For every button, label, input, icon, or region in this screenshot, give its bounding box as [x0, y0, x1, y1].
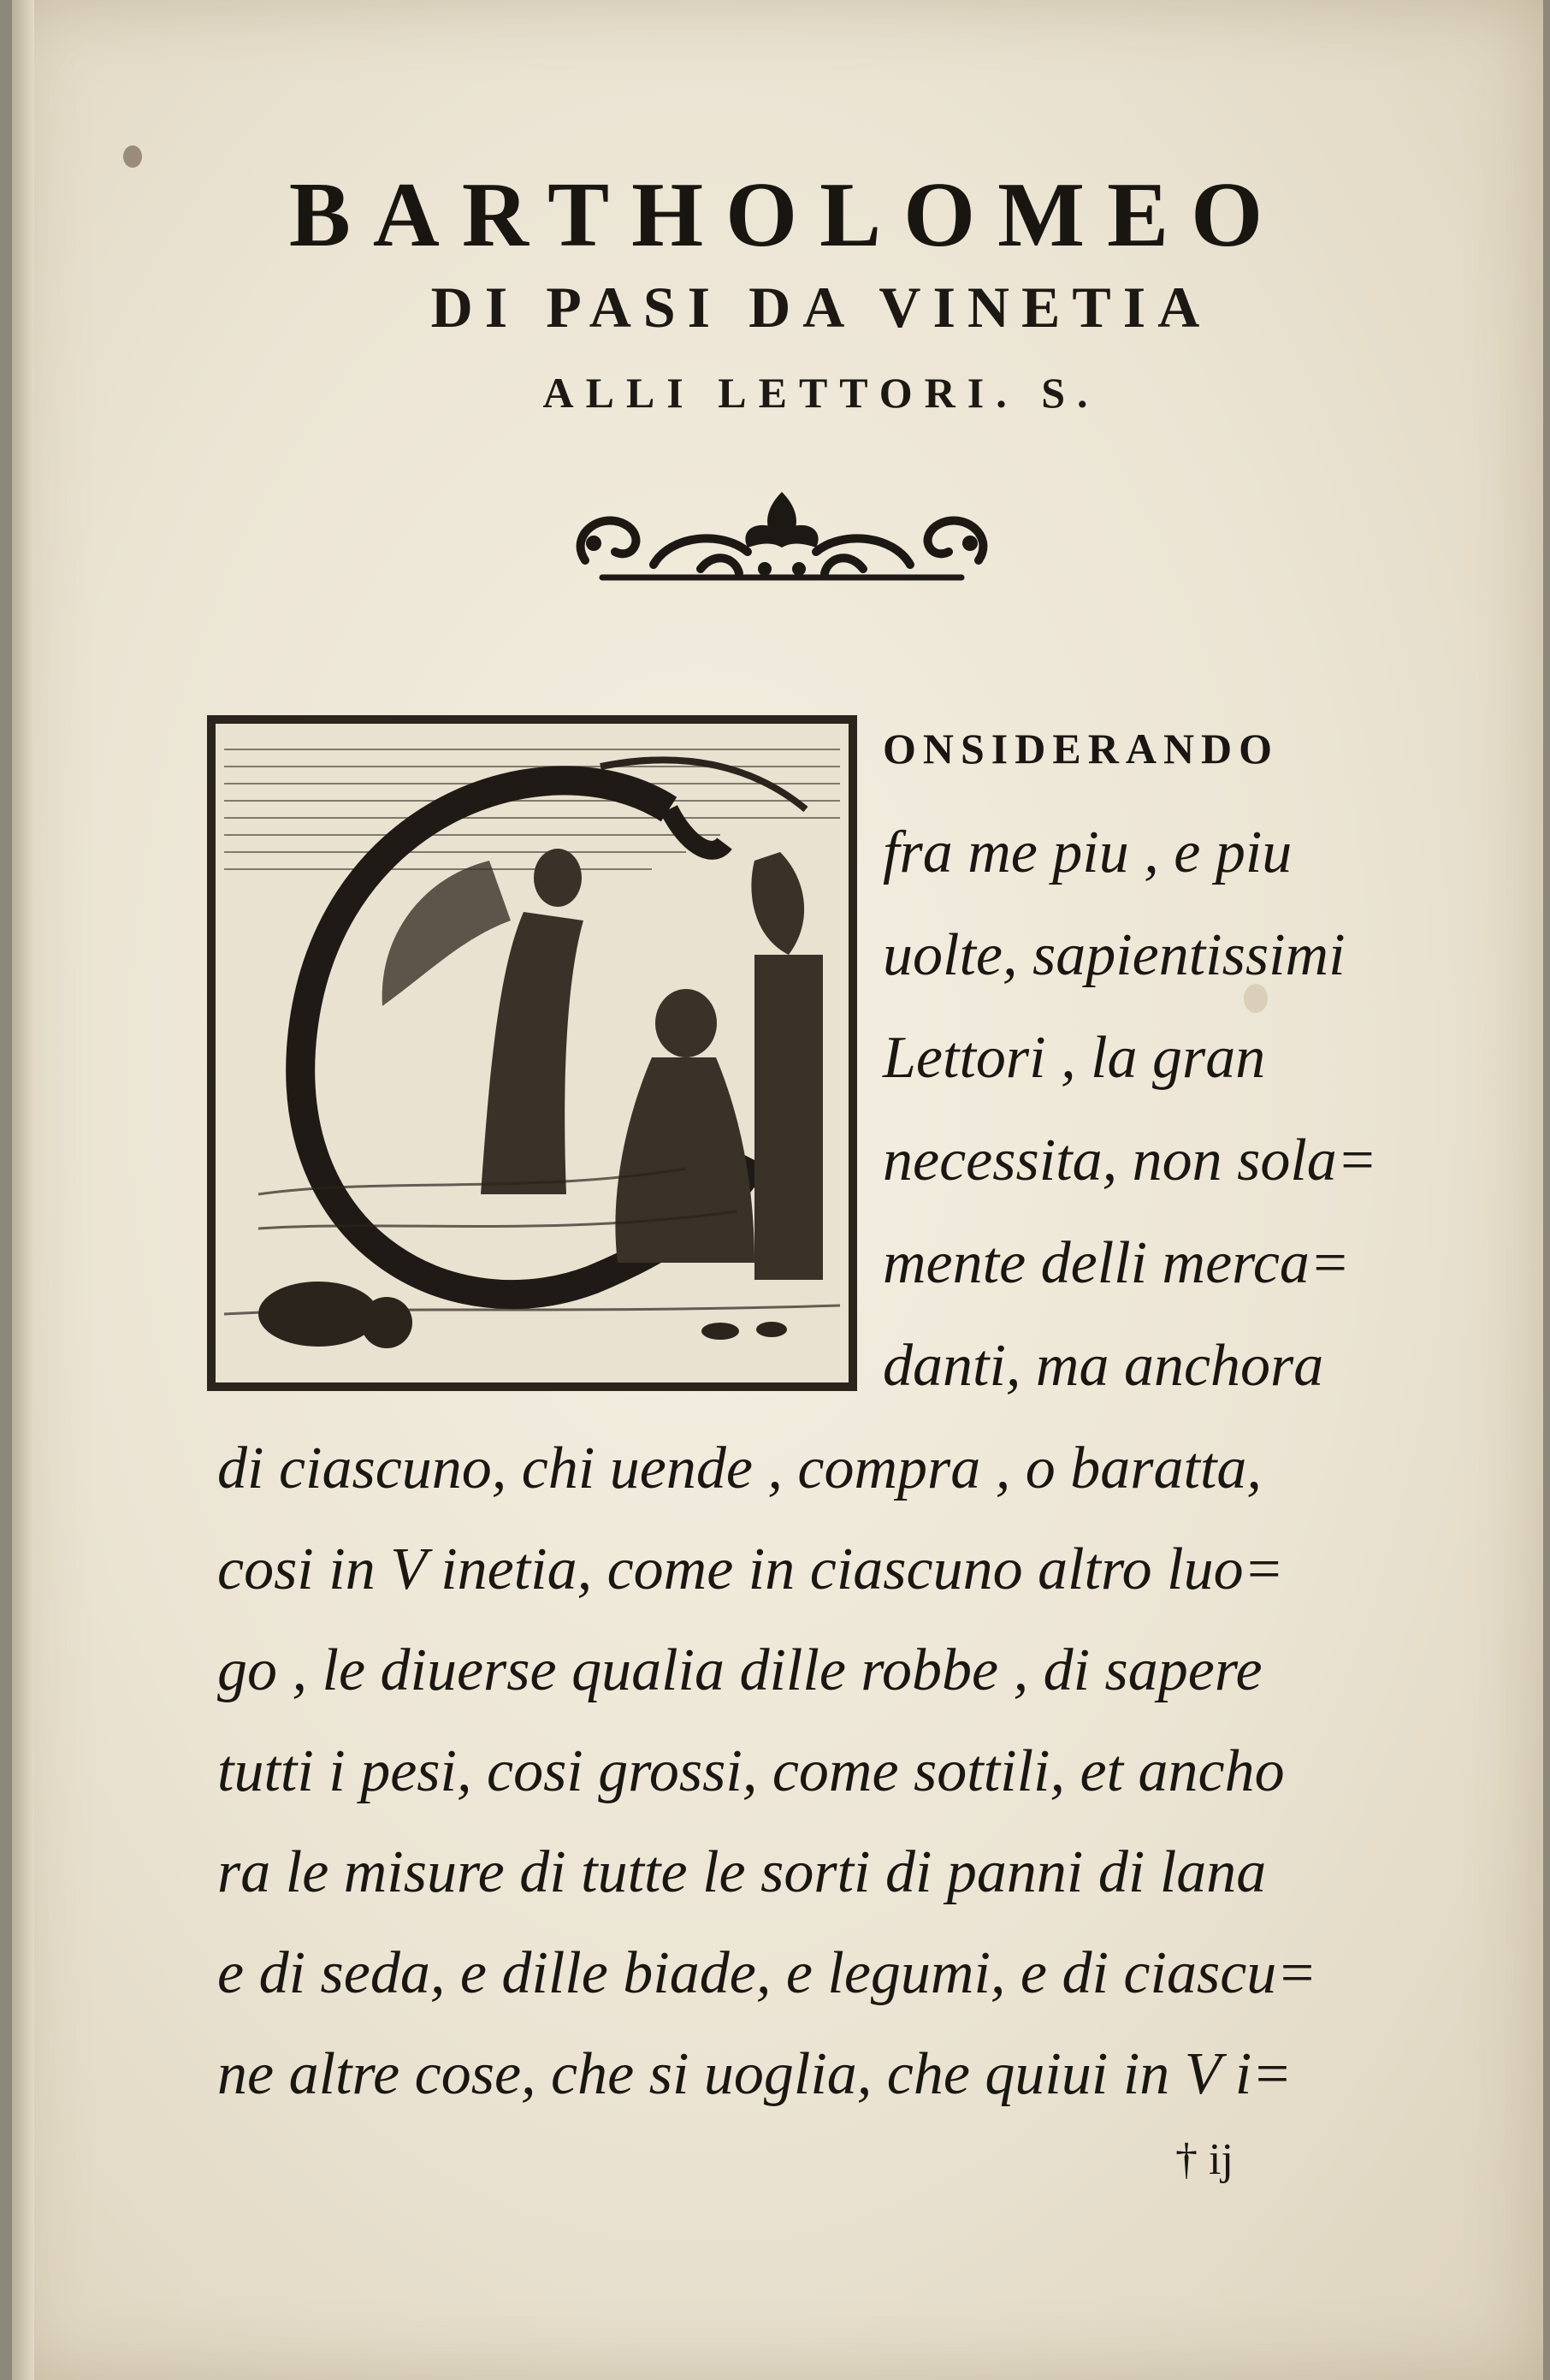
title-line-2: DI PASI DA VINETIA: [430, 275, 1212, 340]
text-line-11: tutti i pesi, cosi grossi, come sottili, et ancho: [217, 1738, 1285, 1804]
text-line-14: ne altre cose, che si uoglia, che quiui in V i=: [217, 2041, 1293, 2107]
text-line-8: di ciascuno, chi uende , compra , o baratta,: [217, 1436, 1262, 1501]
text-line-9: cosi in V inetia, come in ciascuno altro luo=: [217, 1536, 1284, 1602]
text-line-7: danti, ma anchora: [883, 1333, 1324, 1399]
title-line-3: ALLI LETTORI. S.: [542, 369, 1100, 417]
text-line-12: ra le misure di tutte le sorti di panni di lana: [217, 1839, 1267, 1905]
historiated-initial-c: [207, 715, 857, 1391]
text-line-6: mente delli merca=: [883, 1230, 1351, 1296]
text-line-5: necessita, non sola=: [883, 1128, 1378, 1193]
text-line-2: fra me piu , e piu: [883, 820, 1293, 885]
page-spine-edge: [12, 0, 34, 2380]
text-line-10: go , le diuerse qualia dille robbe , di sapere: [217, 1637, 1263, 1703]
book-page: [12, 0, 1543, 2380]
foxing-spot: [1244, 984, 1268, 1013]
text-line-1: ONSIDERANDO: [883, 725, 1280, 773]
text-line-13: e di seda, e dille biade, e legumi, e di ciascu=: [217, 1940, 1317, 2006]
signature-mark: † ij: [1175, 2135, 1233, 2184]
text-line-3: uolte, sapientissimi: [883, 922, 1346, 988]
fleuron-ornament: [551, 483, 1013, 595]
title-line-1: BARTHOLOMEO: [288, 164, 1286, 266]
text-line-4: Lettori , la gran: [883, 1025, 1266, 1091]
